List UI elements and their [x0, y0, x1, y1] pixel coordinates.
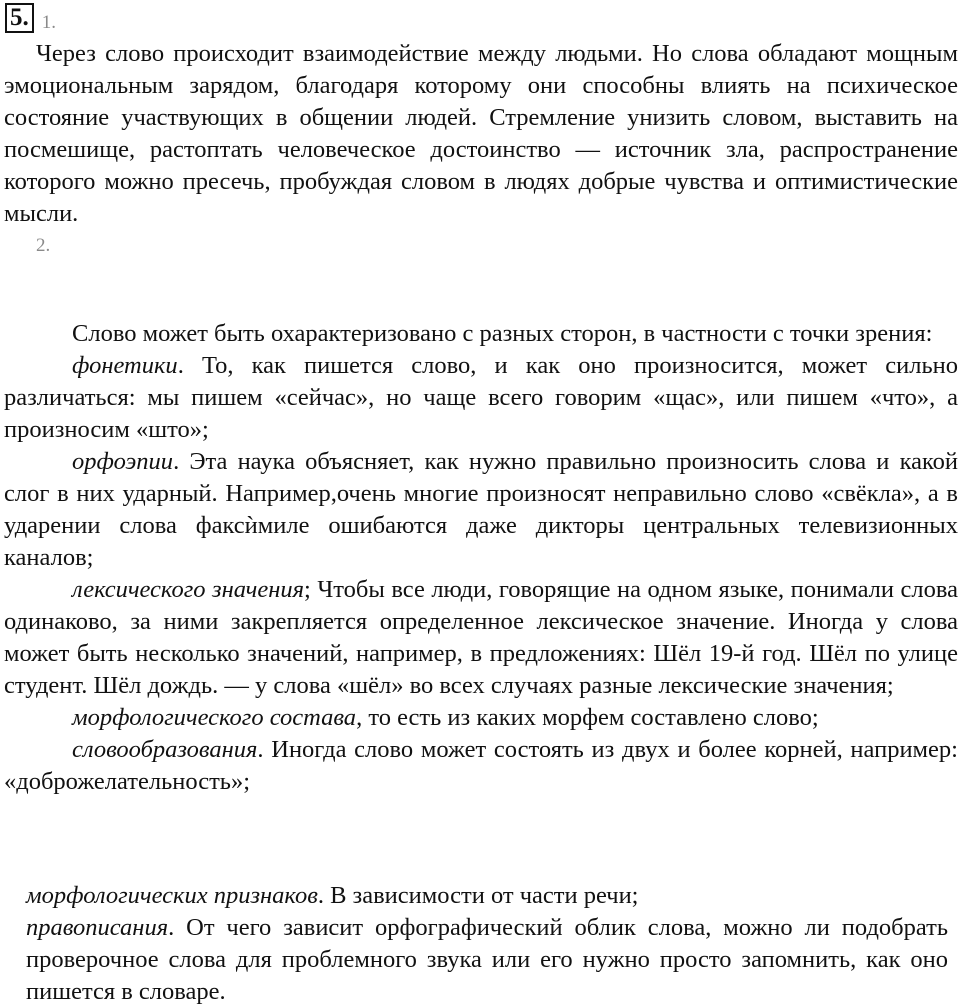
- term-morphemic: морфологического состава: [72, 704, 357, 731]
- list-item-lexical-meaning: [4, 574, 958, 702]
- term-phonetics: фонетики: [72, 352, 178, 379]
- term-morphological-features: морфологических признаков: [26, 882, 318, 909]
- section-1-paragraph: Через слово происходит взаимодействие между людьми. Но слова обладают мощным эмоциональным зарядом, благодаря которому они способны влиять на психическое состояние участвующих в общении людей. Стремление унизить словом, выставить на посмешище, растоптать человеческое достоинство — источник зла, распространение которого можно пресечь, пробуждая словом в людях добрые чувства и оптимистические мысли.: [4, 40, 958, 227]
- desc-spelling: . От чего зависит орфографический облик слова, можно ли подобрать проверочное слова для проблемного звука или его нужно просто запомнить, как оно пишется в словаре.: [26, 914, 948, 1005]
- desc-phonetics: . То, как пишется слово, и как оно произносится, может сильно различаться: мы пишем «сейчас», но чаще всего говорим «щас», или пишем «что», а произносим «што»;: [4, 352, 958, 443]
- term-lexical-meaning: лексического значения: [72, 576, 305, 603]
- section-2-bottom: [26, 880, 948, 1008]
- desc-morphemic: , то есть из каких морфем составлено слово;: [356, 704, 819, 731]
- list-item-orthoepy: [4, 446, 958, 574]
- term-spelling: правописания: [26, 914, 169, 941]
- item-number-2: 2.: [36, 235, 51, 256]
- desc-word-formation: . Иногда слово может состоять из двух и более корней, например: «доброжелательность»;: [4, 736, 958, 795]
- term-word-formation: словообразования: [72, 736, 258, 763]
- item-number-1: 1.: [41, 12, 56, 33]
- section-1: [4, 38, 958, 230]
- list-item-morphological-features: [26, 880, 948, 912]
- task-number-box: 5.: [5, 3, 34, 33]
- list-item-phonetics: [4, 350, 958, 446]
- desc-orthoepy: . Эта наука объясняет, как нужно правильно произносить слова и какой слог в них ударный. Например,очень многие произносят неправильно слово «свёкла», а в ударении слова факсѝмиле ошибаются даже дикторы центральных телевизионных каналов;: [4, 448, 958, 571]
- desc-morphological-features: . В зависимости от части речи;: [317, 882, 639, 909]
- list-item-spelling: [26, 912, 948, 1008]
- task-header: [5, 3, 56, 33]
- term-orthoepy: орфоэпии: [72, 448, 174, 475]
- list-item-morphemic: [4, 702, 958, 734]
- list-item-word-formation: [4, 734, 958, 798]
- desc-lexical-meaning: ; Чтобы все люди, говорящие на одном языке, понимали слова одинаково, за ними закрепляется определенное лексическое значение. Иногда у слова может быть несколько значений, например, в предложениях: Шёл 19-й год. Шёл по улице студент. Шёл дождь. — у слова «шёл» во всех случаях разные лексические значения;: [4, 576, 958, 699]
- section-2-intro: Слово может быть охарактеризовано с разных сторон, в частности с точки зрения:: [72, 320, 933, 347]
- section-2: [4, 318, 958, 798]
